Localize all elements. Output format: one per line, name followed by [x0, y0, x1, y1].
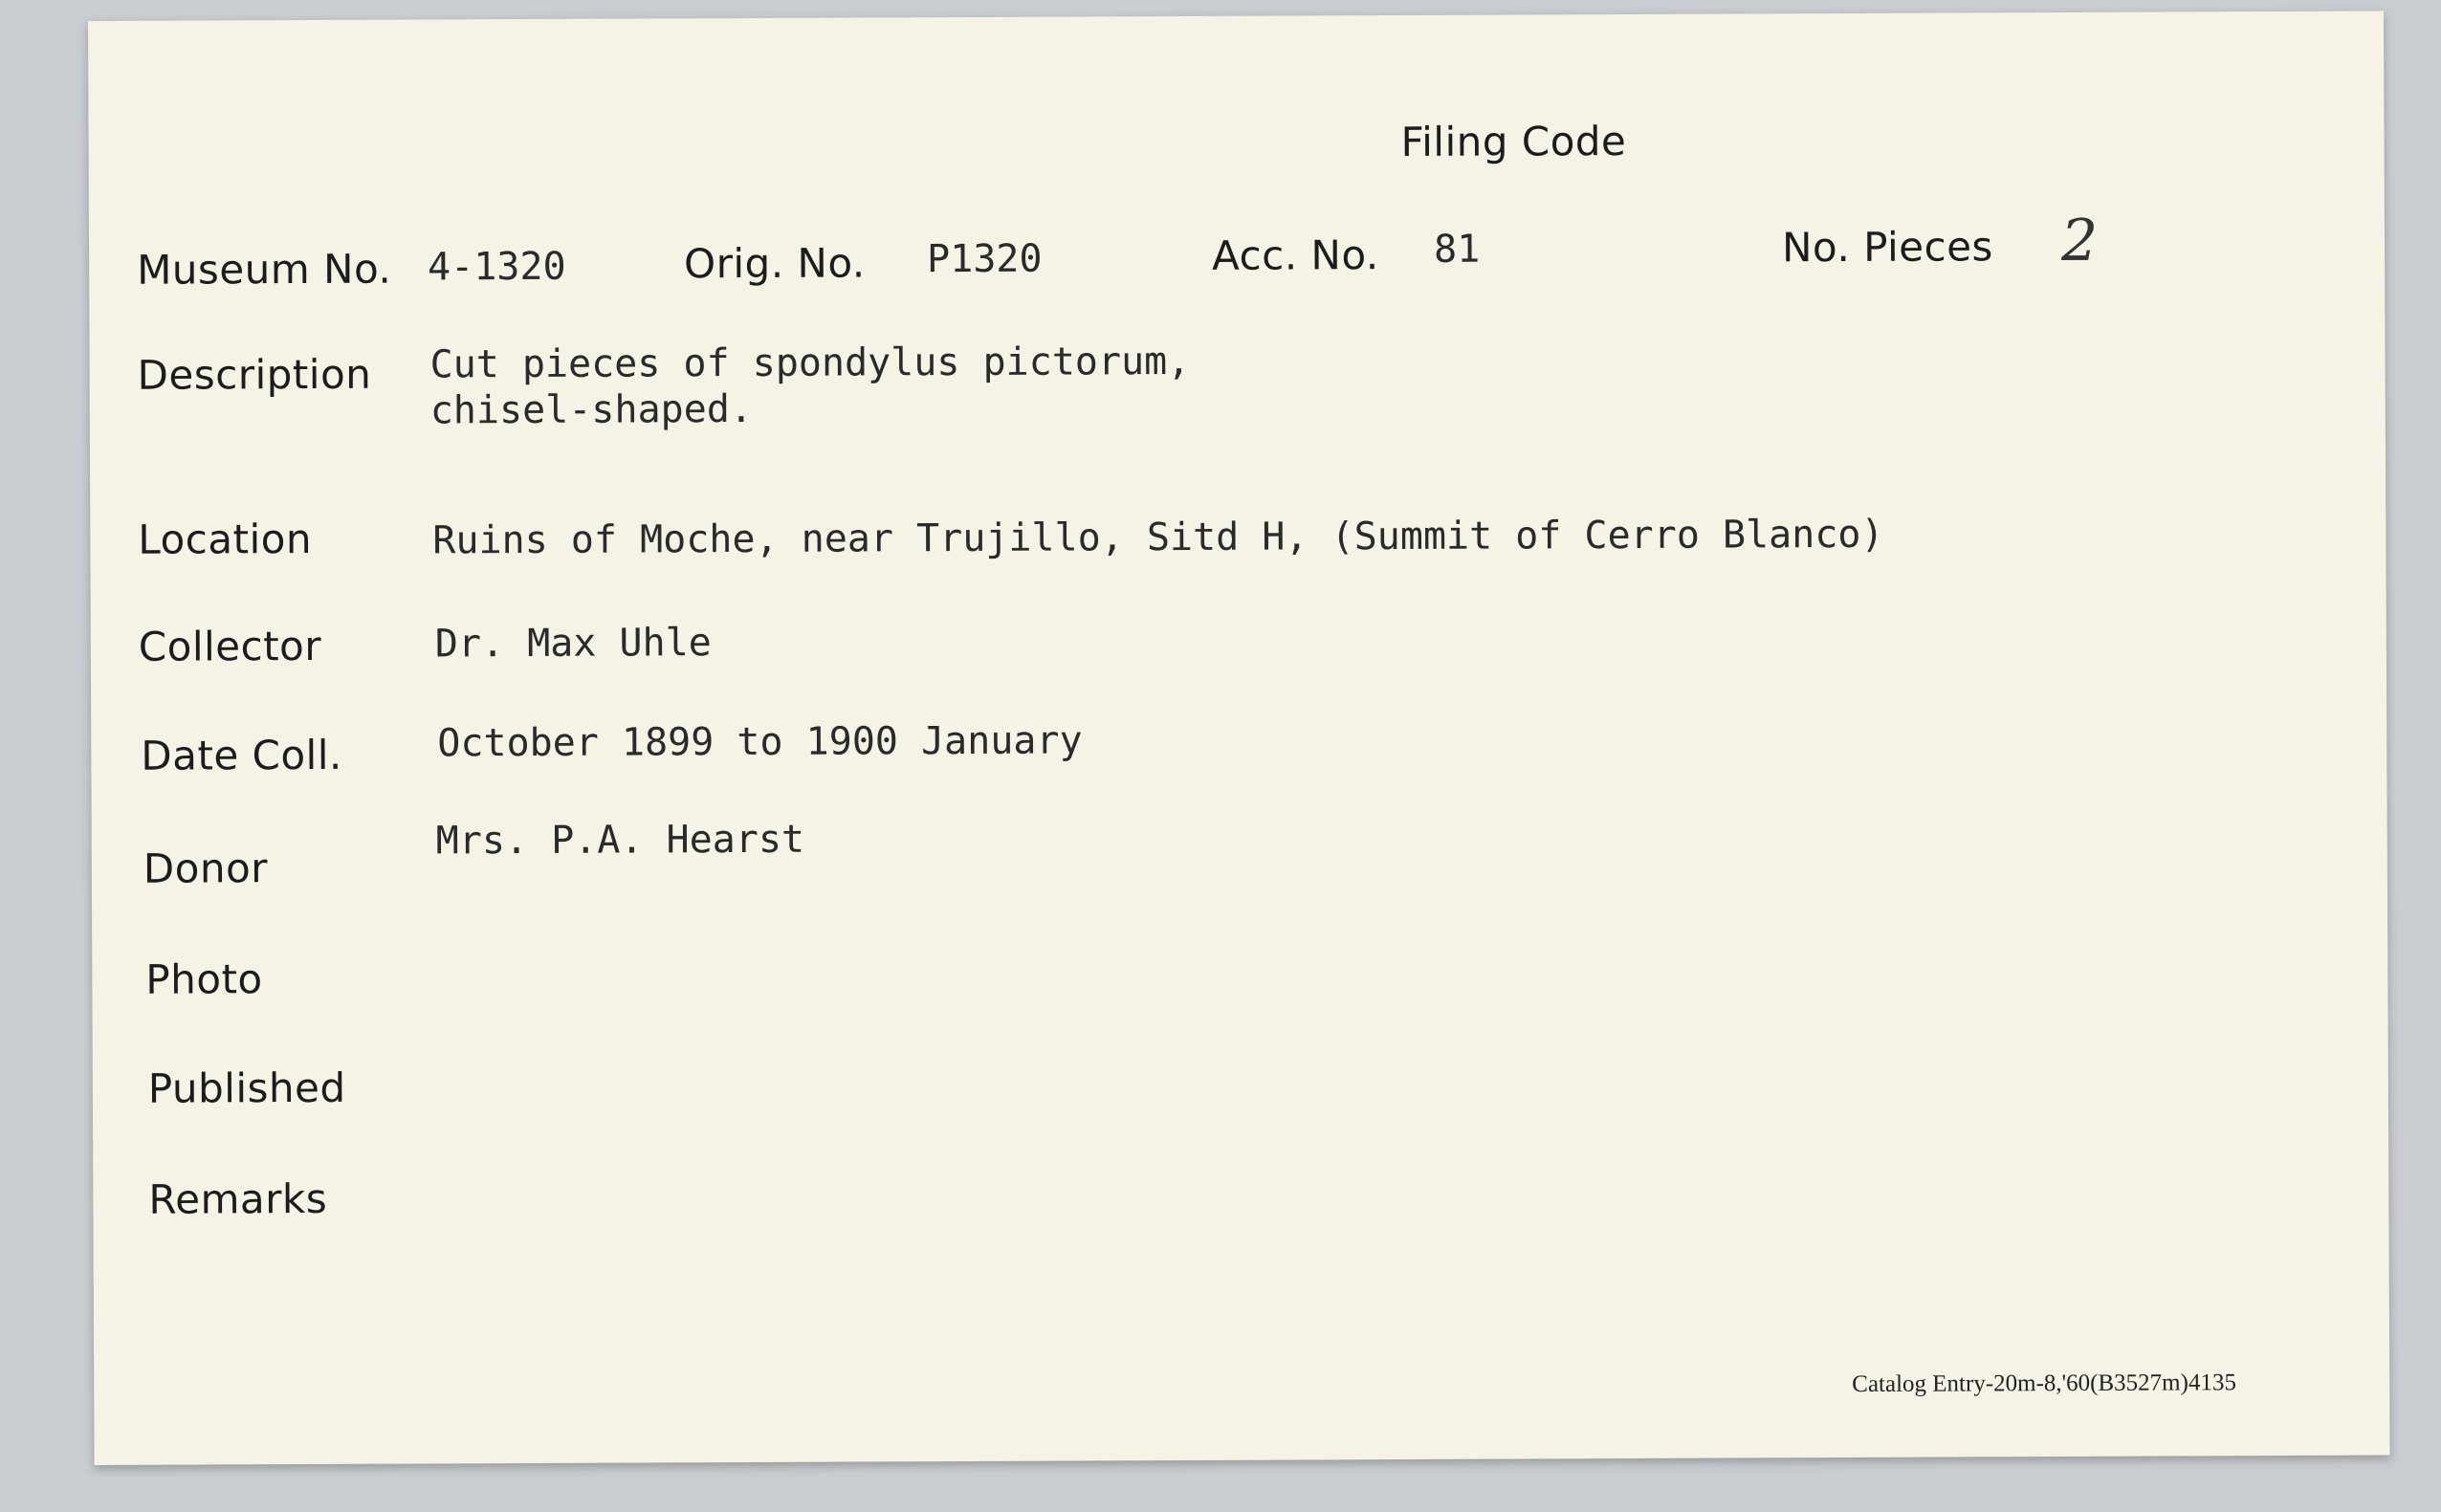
- catalog-card: [88, 11, 2390, 1465]
- filing-code-label: Filing Code: [1400, 117, 1627, 166]
- museum-no-value: 4-1320: [428, 244, 566, 290]
- photo-label: Photo: [145, 955, 263, 1003]
- no-pieces-value: 2: [2060, 207, 2099, 275]
- acc-no-label: Acc. No.: [1211, 231, 1379, 279]
- description-line-2: chisel-shaped.: [429, 386, 754, 433]
- orig-no-label: Orig. No.: [684, 239, 866, 288]
- location-label: Location: [138, 515, 313, 563]
- published-label: Published: [147, 1063, 346, 1112]
- orig-no-value: P1320: [926, 236, 1043, 282]
- description-line-1: Cut pieces of spondylus pictorum,: [429, 339, 1191, 387]
- collector-value: Dr. Max Uhle: [434, 621, 712, 667]
- collector-label: Collector: [138, 622, 322, 670]
- catalog-entry-footer: Catalog Entry-20m-8,'60(B3527m)4135: [1852, 1370, 2236, 1397]
- location-value: Ruins of Moche, near Trujillo, Sitd H, (Summit of Cerro Blanco): [432, 512, 1884, 563]
- donor-value: Mrs. P.A. Hearst: [435, 817, 805, 864]
- donor-label: Donor: [143, 844, 269, 892]
- description-label: Description: [137, 350, 372, 399]
- acc-no-value: 81: [1433, 227, 1481, 272]
- museum-no-label: Museum No.: [137, 245, 392, 294]
- no-pieces-label: No. Pieces: [1781, 223, 1993, 272]
- date-coll-label: Date Coll.: [141, 731, 342, 779]
- date-coll-value: October 1899 to 1900 January: [437, 718, 1083, 766]
- remarks-label: Remarks: [148, 1174, 328, 1223]
